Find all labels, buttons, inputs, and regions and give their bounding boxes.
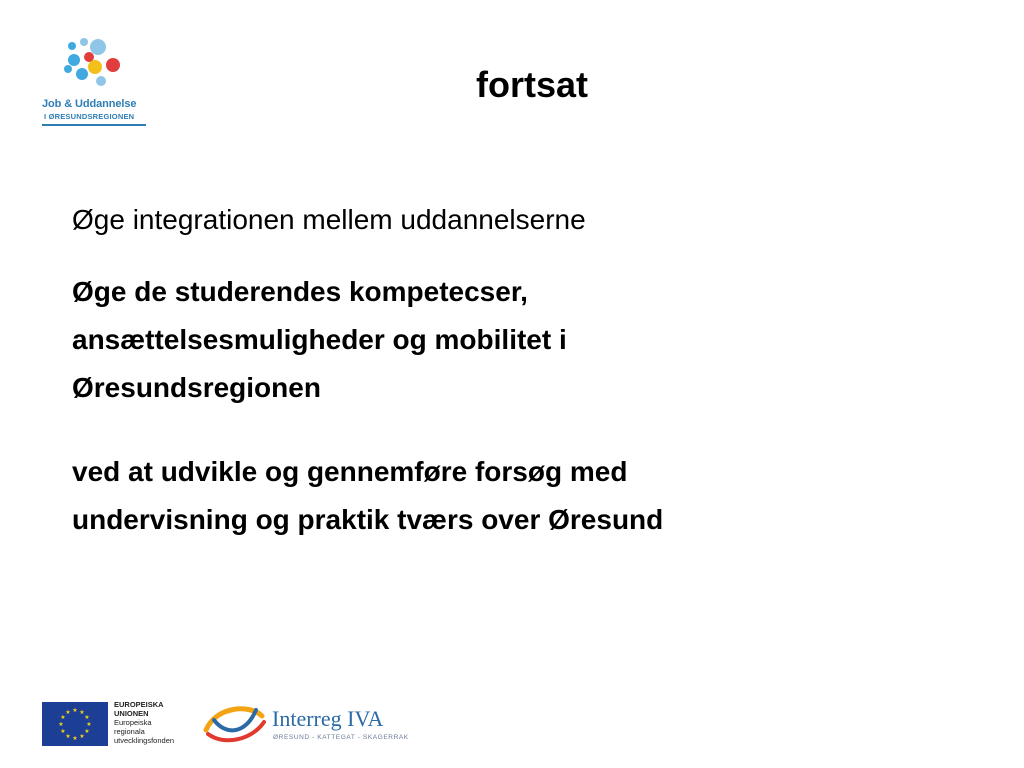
eu-flag-icon bbox=[42, 702, 108, 746]
paragraph-line: ved at udvikle og gennemføre forsøg med bbox=[72, 456, 628, 487]
eu-line: UNIONEN bbox=[114, 709, 149, 718]
svg-text:★: ★ bbox=[86, 721, 92, 728]
svg-text:★: ★ bbox=[58, 721, 64, 728]
paragraph-competences bbox=[72, 268, 972, 412]
interreg-name: Interreg IVA bbox=[272, 706, 384, 731]
paragraph-line: Øresundsregionen bbox=[72, 372, 321, 403]
svg-text:★: ★ bbox=[60, 714, 66, 721]
svg-text:★: ★ bbox=[84, 714, 90, 721]
svg-text:★: ★ bbox=[60, 728, 66, 735]
eu-stars-icon bbox=[42, 702, 108, 746]
eu-logo bbox=[42, 698, 192, 750]
eu-text bbox=[114, 700, 174, 745]
interreg-logo bbox=[200, 700, 410, 750]
svg-text:★: ★ bbox=[65, 733, 71, 740]
svg-text:★: ★ bbox=[79, 733, 85, 740]
svg-text:★: ★ bbox=[65, 709, 71, 716]
eu-line: EUROPEISKA bbox=[114, 700, 164, 709]
logo-underline bbox=[42, 124, 146, 126]
interreg-swoosh-icon bbox=[200, 700, 270, 750]
eu-line: utvecklingsfonden bbox=[114, 736, 175, 745]
logo-subtitle: I ØRESUNDSREGIONEN bbox=[44, 112, 135, 121]
svg-text:★: ★ bbox=[79, 709, 85, 716]
paragraph-line: ansættelsesmuligheder og mobilitet i bbox=[72, 324, 567, 355]
paragraph-trials bbox=[72, 448, 972, 544]
eu-line: regionala bbox=[114, 727, 145, 736]
slide-title: fortsat bbox=[475, 64, 588, 105]
paragraph-line: undervisning og praktik tværs over Øresund bbox=[72, 504, 664, 535]
svg-text:★: ★ bbox=[72, 707, 78, 714]
logo-title: Job & Uddannelse bbox=[42, 98, 137, 110]
paragraph-integration: Øge integrationen mellem uddannelserne bbox=[72, 204, 586, 235]
svg-text:★: ★ bbox=[72, 735, 78, 742]
interreg-subtitle: ØRESUND - KATTEGAT - SKAGERRAK bbox=[273, 734, 409, 741]
slide-body bbox=[72, 196, 972, 580]
svg-text:★: ★ bbox=[84, 728, 90, 735]
paragraph-line: Øge de studerendes kompetecser, bbox=[72, 276, 528, 307]
eu-line: Europeiska bbox=[114, 718, 152, 727]
